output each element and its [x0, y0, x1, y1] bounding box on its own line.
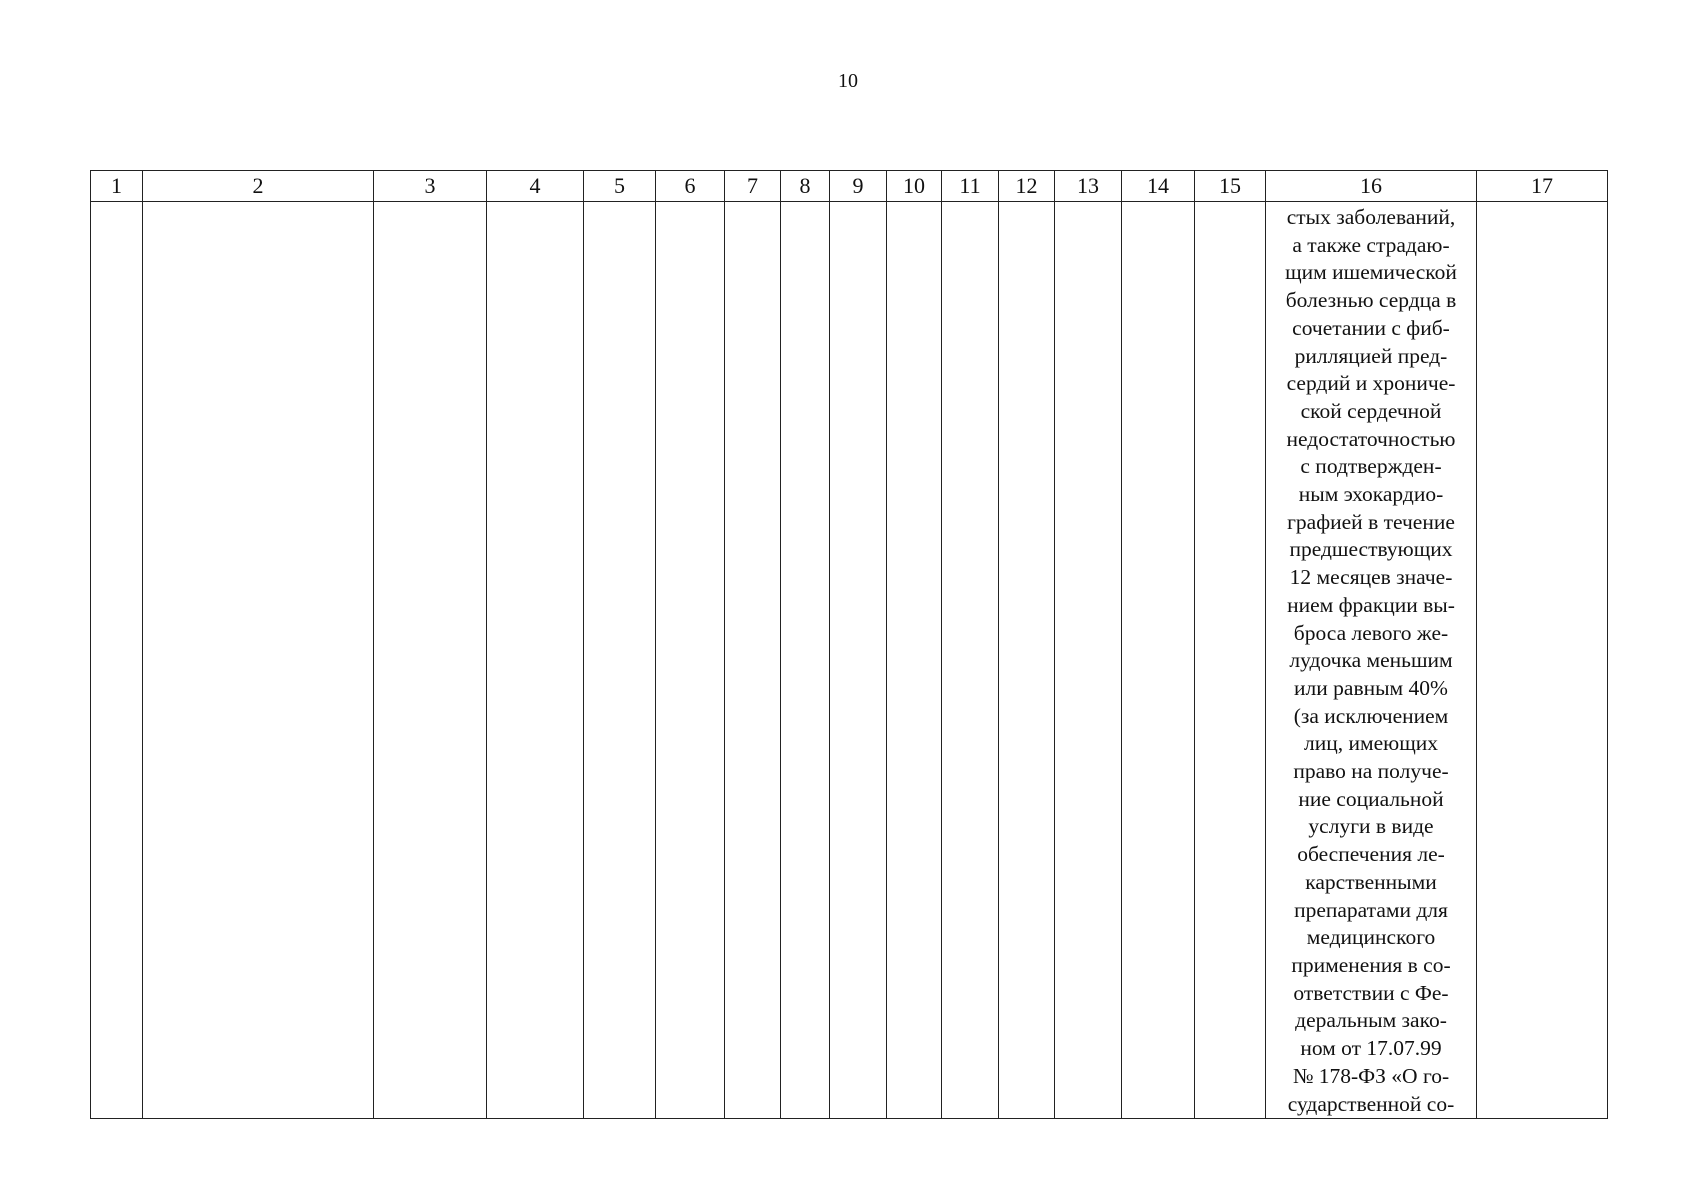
- text-line: 12 месяцев значе-: [1289, 565, 1453, 590]
- column-header-17: 17: [1477, 171, 1608, 202]
- table-cell-6: [656, 202, 725, 1119]
- text-line: ответствии с Фе-: [1293, 980, 1449, 1005]
- text-line: карственными: [1305, 869, 1437, 894]
- text-line: лиц, имеющих: [1303, 731, 1439, 756]
- table-cell-16: [1266, 202, 1477, 1119]
- column-header-8: 8: [781, 171, 830, 202]
- column-header-2: 2: [143, 171, 374, 202]
- text-line: деральным зако-: [1295, 1008, 1447, 1033]
- text-line: нием фракции вы-: [1287, 592, 1455, 617]
- table-cell-3: [374, 202, 487, 1119]
- text-line: медицинского: [1306, 925, 1436, 950]
- table-cell-15: [1195, 202, 1266, 1119]
- table-cell-1: [91, 202, 143, 1119]
- column-header-9: 9: [830, 171, 887, 202]
- table-cell-9: [830, 202, 887, 1119]
- text-line: щим ишемической: [1285, 260, 1457, 285]
- text-line: применения в со-: [1291, 952, 1451, 977]
- text-line: а также страдаю-: [1292, 232, 1450, 257]
- column-header-7: 7: [725, 171, 781, 202]
- column-header-6: 6: [656, 171, 725, 202]
- text-line: (за исключением: [1293, 703, 1449, 728]
- table-cell-2: [143, 202, 374, 1119]
- column-header-10: 10: [887, 171, 942, 202]
- table-cell-7: [725, 202, 781, 1119]
- table-header-row: [91, 171, 1608, 202]
- page-number: 10: [838, 70, 858, 92]
- text-line: ние социальной: [1298, 786, 1444, 811]
- text-line: болезнью сердца в: [1285, 288, 1457, 313]
- text-line: ном от 17.07.99: [1300, 1036, 1442, 1061]
- text-line: с подтвержден-: [1300, 454, 1442, 479]
- text-line: лудочка меньшим: [1289, 648, 1453, 673]
- column-header-11: 11: [942, 171, 999, 202]
- document-table: [90, 170, 1608, 1119]
- table-cell-14: [1122, 202, 1195, 1119]
- column-header-4: 4: [487, 171, 584, 202]
- table-cell-13: [1055, 202, 1122, 1119]
- text-line: сердий и хрониче-: [1286, 371, 1456, 396]
- column-header-15: 15: [1195, 171, 1266, 202]
- table-cell-10: [887, 202, 942, 1119]
- table-cell-4: [487, 202, 584, 1119]
- text-line: или равным 40%: [1294, 675, 1448, 700]
- table-cell-12: [999, 202, 1055, 1119]
- table-cell-8: [781, 202, 830, 1119]
- column-16-text: [1266, 202, 1476, 1118]
- text-line: стых заболеваний,: [1286, 205, 1456, 229]
- column-header-16: 16: [1266, 171, 1477, 202]
- text-line: препаратами для: [1294, 897, 1448, 922]
- column-header-3: 3: [374, 171, 487, 202]
- text-line: № 178-ФЗ «О го-: [1292, 1063, 1450, 1088]
- column-header-13: 13: [1055, 171, 1122, 202]
- text-line: обеспечения ле-: [1297, 842, 1445, 867]
- text-line: предшествующих: [1289, 537, 1453, 562]
- column-header-14: 14: [1122, 171, 1195, 202]
- text-line: услуги в виде: [1308, 814, 1434, 839]
- text-line: рилляцией пред-: [1294, 343, 1448, 368]
- table-cell-17: [1477, 202, 1608, 1119]
- text-line: право на получе-: [1293, 759, 1449, 784]
- column-header-12: 12: [999, 171, 1055, 202]
- text-line: недостаточностью: [1286, 426, 1456, 451]
- text-line: сударственной со-: [1287, 1091, 1455, 1116]
- text-line: сочетании с фиб-: [1292, 315, 1450, 340]
- table-cell-5: [584, 202, 656, 1119]
- text-line: ской сердечной: [1300, 398, 1442, 423]
- table-row: [91, 202, 1608, 1119]
- text-line: ным эхокардио-: [1298, 482, 1444, 507]
- text-line: графией в течение: [1287, 509, 1455, 534]
- table-cell-11: [942, 202, 999, 1119]
- column-header-1: 1: [91, 171, 143, 202]
- text-line: броса левого же-: [1293, 620, 1449, 645]
- column-header-5: 5: [584, 171, 656, 202]
